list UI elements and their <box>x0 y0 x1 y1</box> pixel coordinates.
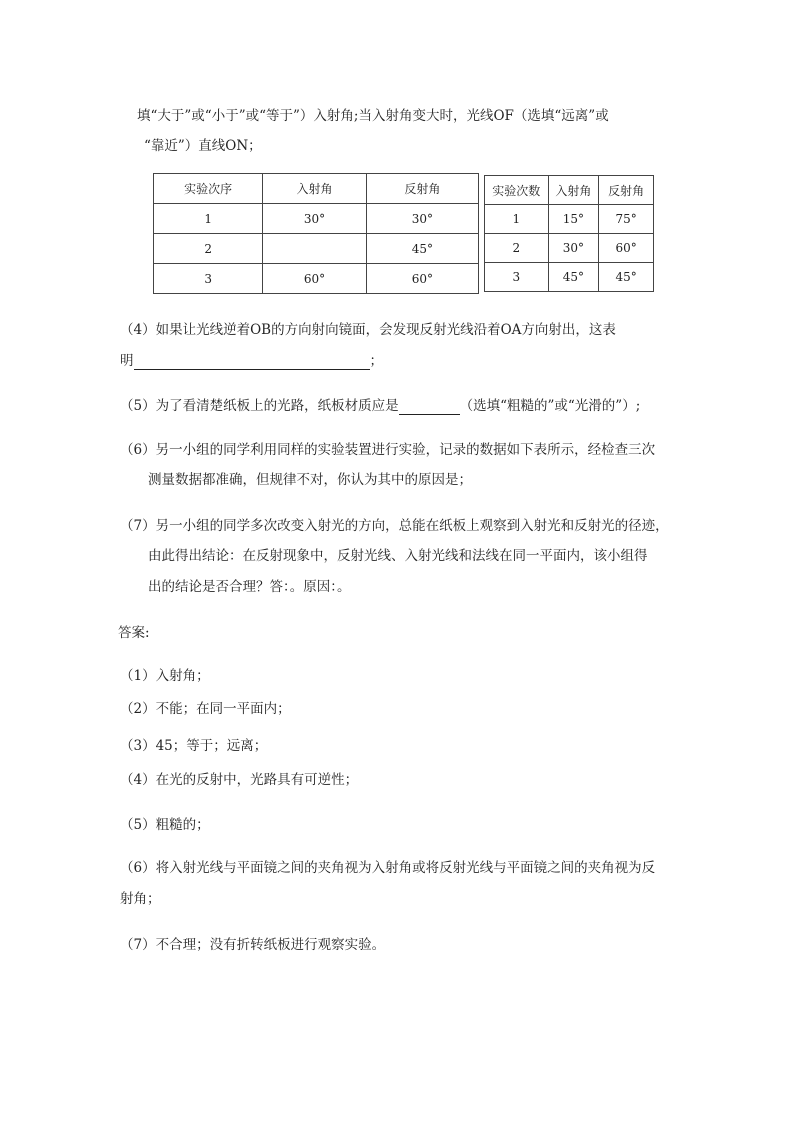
table-header: 入射角 <box>548 176 599 205</box>
table-cell: 2 <box>154 234 263 264</box>
table-header: 实验次数 <box>485 176 549 205</box>
answers-heading: 答案: <box>118 625 150 641</box>
question-6-line-1: （6）另一小组的同学利用同样的实验装置进行实验，记录的数据如下表所示，经检查三次 <box>120 442 656 458</box>
question-5-suffix: （选填“粗糙的”或“光滑的”）; <box>459 398 641 414</box>
question-6-line-2: 测量数据都准确，但规律不对，你认为其中的原因是； <box>148 472 472 488</box>
answer-blank <box>399 398 460 415</box>
answer-6-line-1: （6）将入射光线与平面镜之间的夹角视为入射角或将反射光线与平面镜之间的夹角视为反 <box>120 860 656 876</box>
table-cell: 45° <box>366 234 478 264</box>
table-row <box>485 234 654 263</box>
table-header: 入射角 <box>263 174 366 204</box>
data-table-left <box>153 173 479 294</box>
data-table-right <box>484 175 654 292</box>
table-cell: 75° <box>599 205 654 234</box>
table-cell: 2 <box>485 234 549 263</box>
table-cell: 45° <box>599 263 654 292</box>
table-header-row <box>485 176 654 205</box>
table-cell <box>263 234 366 264</box>
table-cell: 30° <box>263 204 366 234</box>
table-row <box>154 204 479 234</box>
question-4-prefix: 明 <box>120 353 134 369</box>
answer-4: （4）在光的反射中，光路具有可逆性； <box>120 772 359 788</box>
table-cell: 15° <box>548 205 599 234</box>
answer-1: （1）入射角； <box>120 668 210 684</box>
table-header: 反射角 <box>366 174 478 204</box>
question-5 <box>120 394 640 415</box>
intro-line-2: “靠近”）直线ON； <box>144 138 262 154</box>
table-header: 实验次序 <box>154 174 263 204</box>
table-header-row <box>154 174 479 204</box>
question-4-suffix: ； <box>369 353 383 369</box>
table-cell: 1 <box>485 205 549 234</box>
table-cell: 1 <box>154 204 263 234</box>
table-cell: 30° <box>366 204 478 234</box>
table-cell: 60° <box>263 264 366 294</box>
answer-2: （2）不能；在同一平面内； <box>120 701 291 717</box>
question-4-line-1: （4）如果让光线逆着OB的方向射向镜面，会发现反射光线沿着OA方向射出，这表 <box>120 322 616 338</box>
answer-6-line-2: 射角； <box>120 891 161 907</box>
table-cell: 45° <box>548 263 599 292</box>
table-cell: 60° <box>599 234 654 263</box>
table-cell: 3 <box>485 263 549 292</box>
question-7-line-3: 出的结论是否合理？答：。原因：。 <box>148 579 351 595</box>
question-7-line-2: 由此得出结论：在反射现象中，反射光线、入射光线和法线在同一平面内，该小组得 <box>148 548 648 564</box>
table-header: 反射角 <box>599 176 654 205</box>
table-cell: 30° <box>548 234 599 263</box>
table-row <box>485 263 654 292</box>
question-4-line-2 <box>120 349 383 370</box>
question-7-line-1: （7）另一小组的同学多次改变入射光的方向，总能在纸板上观察到入射光和反射光的径迹， <box>120 518 669 534</box>
question-5-prefix: （5）为了看清楚纸板上的光路，纸板材质应是 <box>120 398 399 414</box>
table-cell: 60° <box>366 264 478 294</box>
answer-3: （3）45；等于；远离； <box>120 738 268 754</box>
table-row <box>154 264 479 294</box>
table-row <box>154 234 479 264</box>
table-row <box>485 205 654 234</box>
answer-7: （7）不合理；没有折转纸板进行观察实验。 <box>120 937 386 953</box>
answer-blank <box>134 353 370 370</box>
answer-5: （5）粗糙的； <box>120 817 210 833</box>
table-cell: 3 <box>154 264 263 294</box>
intro-line-1: 填“大于”或“小于”或“等于”）入射角;当入射角变大时，光线OF（选填“远离”或 <box>137 108 609 124</box>
